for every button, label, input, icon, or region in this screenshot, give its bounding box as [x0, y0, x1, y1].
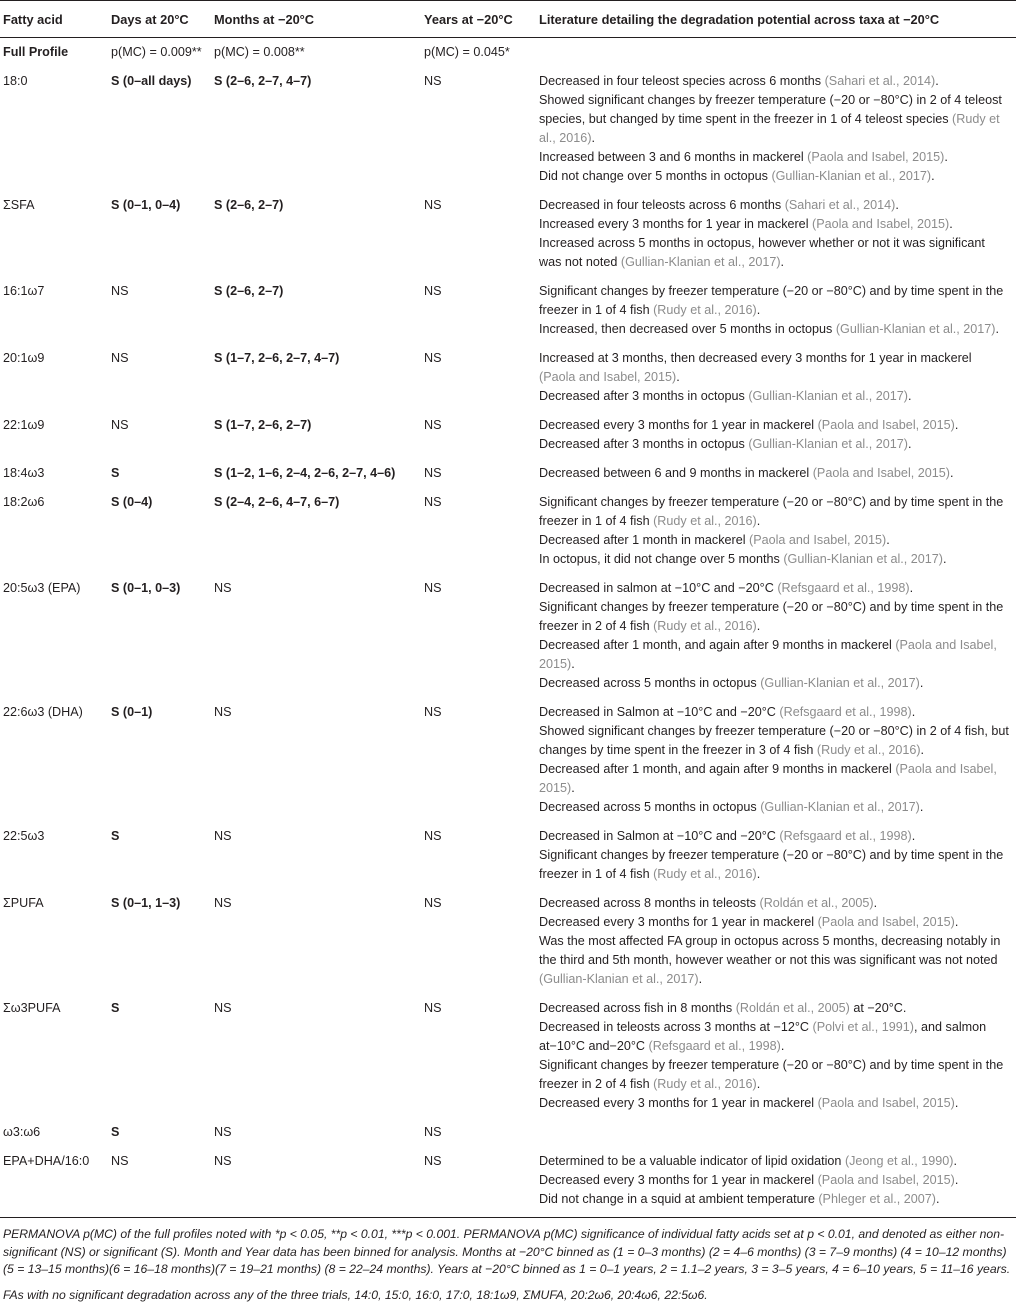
citation-link[interactable]: (Gullian-Klanian et al., 2017)	[760, 800, 920, 814]
literature-entry	[539, 196, 1010, 215]
cell-literature	[536, 822, 1016, 889]
table-row	[0, 411, 1016, 459]
literature-text: Decreased after 3 months in octopus	[539, 437, 748, 451]
table-row	[0, 698, 1016, 822]
literature-tail: .	[757, 867, 761, 881]
literature-text: Decreased in teleosts across 3 months at −12°C	[539, 1020, 813, 1034]
header-days: Days at 20°C	[108, 1, 211, 38]
literature-entry	[539, 550, 1010, 569]
citation-link[interactable]: (Rudy et al., 2016)	[653, 619, 757, 633]
cell-years: NS	[421, 488, 536, 574]
literature-entry	[539, 1190, 1010, 1209]
literature-text: Decreased in four teleosts across 6 months	[539, 198, 785, 212]
literature-tail: .	[935, 74, 939, 88]
literature-entry	[539, 894, 1010, 913]
literature-tail: .	[943, 552, 947, 566]
table-row	[0, 574, 1016, 698]
cell-months: S (2–6, 2–7, 4–7)	[211, 67, 421, 191]
literature-entry	[539, 798, 1010, 817]
cell-months: S (1–7, 2–6, 2–7, 4–7)	[211, 344, 421, 411]
cell-literature	[536, 277, 1016, 344]
literature-entry	[539, 1018, 1010, 1056]
literature-entry	[539, 932, 1010, 989]
literature-tail: .	[757, 619, 761, 633]
literature-tail: .	[571, 781, 575, 795]
cell-years: NS	[421, 277, 536, 344]
cell-days: S	[108, 994, 211, 1118]
citation-link[interactable]: (Paola and Isabel, 2015)	[818, 1096, 955, 1110]
cell-days: S (0–1)	[108, 698, 211, 822]
footnote-statistics: PERMANOVA p(MC) of the full profiles noted with *p < 0.05, **p < 0.01, ***p < 0.001. PERMANOVA p(MC) significance of individual fatty acids set at p < 0.01, and denoted as either non-significant (NS) or significant (S). Month and Year data has been binned for analysis. Months at −20°C binned as (1 = 0–3 months) (2 = 4–6 months) (3 = 7–9 months) (4 = 10–12 months) (5 = 13–15 months)(6 = 16–18 months)(7 = 19–21 months) (8 = 22–24 months). Years at −20°C binned as 1 = 0–1 years, 2 = 1.1–2 years, 3 = 3–5 years, 4 = 6–10 years, 5 = 11–16 years.	[3, 1226, 1013, 1279]
literature-text: Increased, then decreased over 5 months in octopus	[539, 322, 836, 336]
cell-years: NS	[421, 67, 536, 191]
literature-tail: .	[931, 169, 935, 183]
literature-tail: .	[936, 1192, 940, 1206]
citation-link[interactable]: (Paola and Isabel, 2015)	[818, 1173, 955, 1187]
cell-fatty-acid: Full Profile	[0, 38, 108, 68]
cell-months: NS	[211, 574, 421, 698]
literature-entry	[539, 674, 1010, 693]
literature-entry	[539, 531, 1010, 550]
citation-link[interactable]: (Paola and Isabel, 2015)	[539, 370, 676, 384]
cell-days: S (0–1, 0–4)	[108, 191, 211, 277]
cell-months: S (2–6, 2–7)	[211, 277, 421, 344]
citation-link[interactable]: (Paola and Isabel, 2015)	[818, 418, 955, 432]
literature-tail: .	[908, 389, 912, 403]
cell-literature	[536, 344, 1016, 411]
literature-tail: .	[895, 198, 899, 212]
cell-fatty-acid: 16:1ω7	[0, 277, 108, 344]
cell-years: NS	[421, 191, 536, 277]
citation-link[interactable]: (Rudy et al., 2016)	[817, 743, 921, 757]
literature-text: Decreased every 3 months for 1 year in mackerel	[539, 1173, 818, 1187]
literature-entry	[539, 722, 1010, 760]
literature-tail: .	[920, 800, 924, 814]
literature-tail: .	[757, 514, 761, 528]
literature-tail: .	[676, 370, 680, 384]
literature-entry	[539, 349, 1010, 387]
literature-entry	[539, 636, 1010, 674]
literature-entry	[539, 320, 1010, 339]
table-row	[0, 994, 1016, 1118]
literature-text: Decreased between 6 and 9 months in mackerel	[539, 466, 813, 480]
literature-text: Decreased across 5 months in octopus	[539, 676, 760, 690]
citation-link[interactable]: (Jeong et al., 1990)	[845, 1154, 954, 1168]
header-months: Months at −20°C	[211, 1, 421, 38]
citation-link[interactable]: (Rudy et al., 2016)	[653, 303, 757, 317]
cell-days: S (0–1, 1–3)	[108, 889, 211, 994]
citation-link[interactable]: (Paola and Isabel, 2015)	[539, 638, 997, 671]
literature-tail: .	[995, 322, 999, 336]
citation-link[interactable]: (Refsgaard et al., 1998)	[777, 581, 909, 595]
literature-tail: .	[950, 466, 954, 480]
cell-literature	[536, 1147, 1016, 1218]
citation-link[interactable]: (Paola and Isabel, 2015)	[818, 915, 955, 929]
literature-text: Decreased after 3 months in octopus	[539, 389, 748, 403]
cell-fatty-acid: ω3:ω6	[0, 1118, 108, 1147]
literature-tail: .	[955, 1096, 959, 1110]
literature-text: Decreased every 3 months for 1 year in mackerel	[539, 1096, 818, 1110]
literature-text: Decreased in Salmon at −10°C and −20°C	[539, 829, 779, 843]
literature-entry	[539, 999, 1010, 1018]
cell-days: NS	[108, 1147, 211, 1218]
cell-days: S	[108, 1118, 211, 1147]
citation-link[interactable]: (Refsgaard et al., 1998)	[779, 705, 911, 719]
literature-tail: .	[592, 131, 596, 145]
citation-link[interactable]: (Gullian-Klanian et al., 2017)	[760, 676, 920, 690]
cell-literature	[536, 994, 1016, 1118]
table-row	[0, 191, 1016, 277]
cell-months: NS	[211, 1147, 421, 1218]
cell-fatty-acid: ΣSFA	[0, 191, 108, 277]
cell-fatty-acid: 20:5ω3 (EPA)	[0, 574, 108, 698]
table-row	[0, 38, 1016, 68]
literature-tail: .	[910, 581, 914, 595]
literature-tail: .	[874, 896, 878, 910]
cell-literature	[536, 38, 1016, 68]
table-row	[0, 459, 1016, 488]
literature-entry	[539, 91, 1010, 148]
literature-text: Did not change over 5 months in octopus	[539, 169, 771, 183]
citation-link[interactable]: (Gullian-Klanian et al., 2017)	[771, 169, 931, 183]
citation-link[interactable]: (Paola and Isabel, 2015)	[807, 150, 944, 164]
citation-link[interactable]: (Rudy et al., 2016)	[539, 112, 1000, 145]
cell-months: S (1–2, 1–6, 2–4, 2–6, 2–7, 4–6)	[211, 459, 421, 488]
literature-entry	[539, 846, 1010, 884]
cell-years: NS	[421, 1147, 536, 1218]
literature-tail: .	[921, 743, 925, 757]
citation-link[interactable]: (Paola and Isabel, 2015)	[812, 217, 949, 231]
citation-link[interactable]: (Roldán et al., 2005)	[760, 896, 874, 910]
table-row	[0, 1118, 1016, 1147]
literature-text: Decreased in salmon at −10°C and −20°C	[539, 581, 777, 595]
literature-entry	[539, 827, 1010, 846]
cell-days: p(MC) = 0.009**	[108, 38, 211, 68]
literature-text: Significant changes by freezer temperature (−20 or −80°C) and by time spent in the freezer in 2 of 4 fish	[539, 1058, 1003, 1091]
literature-entry	[539, 1094, 1010, 1113]
literature-tail: .	[757, 303, 761, 317]
citation-link[interactable]: (Paola and Isabel, 2015)	[749, 533, 886, 547]
cell-years: NS	[421, 1118, 536, 1147]
literature-entry	[539, 387, 1010, 406]
citation-link[interactable]: (Sahari et al., 2014)	[825, 74, 936, 88]
citation-link[interactable]: (Refsgaard et al., 1998)	[779, 829, 911, 843]
literature-entry	[539, 72, 1010, 91]
header-literature: Literature detailing the degradation potential across taxa at −20°C	[536, 1, 1016, 38]
table-row	[0, 1147, 1016, 1218]
literature-text: Decreased every 3 months for 1 year in mackerel	[539, 418, 818, 432]
cell-literature	[536, 889, 1016, 994]
cell-literature	[536, 459, 1016, 488]
table-notes	[0, 1218, 1016, 1304]
literature-entry	[539, 913, 1010, 932]
citation-link[interactable]: (Refsgaard et al., 1998)	[649, 1039, 781, 1053]
cell-years: NS	[421, 344, 536, 411]
literature-text: Determined to be a valuable indicator of lipid oxidation	[539, 1154, 845, 1168]
literature-entry	[539, 760, 1010, 798]
cell-literature	[536, 698, 1016, 822]
citation-link[interactable]: (Phleger et al., 2007)	[818, 1192, 936, 1206]
citation-link[interactable]: (Gullian-Klanian et al., 2017)	[621, 255, 781, 269]
literature-tail: .	[912, 705, 916, 719]
table-row	[0, 889, 1016, 994]
literature-entry	[539, 598, 1010, 636]
literature-entry	[539, 435, 1010, 454]
literature-text: Decreased across fish in 8 months	[539, 1001, 736, 1015]
cell-fatty-acid: 22:6ω3 (DHA)	[0, 698, 108, 822]
literature-text: Decreased in four teleost species across 6 months	[539, 74, 825, 88]
literature-tail: .	[699, 972, 703, 986]
literature-entry	[539, 167, 1010, 186]
literature-tail: .	[955, 915, 959, 929]
citation-link[interactable]: (Paola and Isabel, 2015)	[539, 762, 997, 795]
header-years: Years at −20°C	[421, 1, 536, 38]
cell-fatty-acid: EPA+DHA/16:0	[0, 1147, 108, 1218]
table-row	[0, 277, 1016, 344]
literature-text: Significant changes by freezer temperature (−20 or −80°C) and by time spent in the freezer in 2 of 4 fish	[539, 600, 1003, 633]
cell-years: NS	[421, 994, 536, 1118]
header-fatty-acid: Fatty acid	[0, 1, 108, 38]
literature-text: Showed significant changes by freezer temperature (−20 or −80°C) in 2 of 4 fish, but changes by time spent in the freezer in 3 of 4 fish	[539, 724, 1009, 757]
cell-fatty-acid: 18:0	[0, 67, 108, 191]
literature-tail: .	[953, 1154, 957, 1168]
table-row	[0, 488, 1016, 574]
literature-text: Decreased after 1 month, and again after 9 months in mackerel	[539, 762, 895, 776]
literature-entry	[539, 148, 1010, 167]
table-row	[0, 822, 1016, 889]
citation-link[interactable]: (Gullian-Klanian et al., 2017)	[783, 552, 943, 566]
literature-tail: .	[757, 1077, 761, 1091]
literature-text: Increased at 3 months, then decreased every 3 months for 1 year in mackerel	[539, 351, 972, 365]
cell-fatty-acid: ΣPUFA	[0, 889, 108, 994]
literature-tail: .	[944, 150, 948, 164]
cell-days: S (0–1, 0–3)	[108, 574, 211, 698]
cell-literature	[536, 574, 1016, 698]
literature-text: Did not change in a squid at ambient temperature	[539, 1192, 818, 1206]
table-body	[0, 38, 1016, 1218]
literature-entry	[539, 1056, 1010, 1094]
cell-months: S (1–7, 2–6, 2–7)	[211, 411, 421, 459]
literature-text: Showed significant changes by freezer temperature (−20 or −80°C) in 2 of 4 teleost species, but changed by time spent in the freezer in 1 of 4 teleost species	[539, 93, 1002, 126]
citation-link[interactable]: (Gullian-Klanian et al., 2017)	[539, 972, 699, 986]
literature-entry	[539, 1171, 1010, 1190]
cell-years: NS	[421, 411, 536, 459]
literature-tail: .	[955, 1173, 959, 1187]
cell-fatty-acid: 20:1ω9	[0, 344, 108, 411]
cell-months: p(MC) = 0.008**	[211, 38, 421, 68]
literature-entry	[539, 1152, 1010, 1171]
citation-link[interactable]: (Paola and Isabel, 2015)	[813, 466, 950, 480]
table-header	[0, 1, 1016, 38]
literature-tail: .	[949, 217, 953, 231]
cell-literature	[536, 1118, 1016, 1147]
table-row	[0, 67, 1016, 191]
cell-days: S	[108, 459, 211, 488]
citation-link[interactable]: (Rudy et al., 2016)	[653, 514, 757, 528]
cell-years: NS	[421, 698, 536, 822]
cell-literature	[536, 488, 1016, 574]
literature-text: Significant changes by freezer temperature (−20 or −80°C) and by time spent in the freezer in 1 of 4 fish	[539, 495, 1003, 528]
table-row	[0, 344, 1016, 411]
literature-entry	[539, 579, 1010, 598]
literature-tail: , and salmon at−10°C and−20°C	[539, 1020, 986, 1053]
cell-months: S (2–6, 2–7)	[211, 191, 421, 277]
cell-days: NS	[108, 411, 211, 459]
literature-entry	[539, 416, 1010, 435]
cell-years: NS	[421, 574, 536, 698]
literature-text: Decreased after 1 month in mackerel	[539, 533, 749, 547]
cell-fatty-acid: 22:5ω3	[0, 822, 108, 889]
literature-entry	[539, 703, 1010, 722]
literature-entry	[539, 215, 1010, 234]
literature-text: Significant changes by freezer temperature (−20 or −80°C) and by time spent in the freezer in 1 of 4 fish	[539, 848, 1003, 881]
literature-tail: .	[955, 418, 959, 432]
literature-entry	[539, 464, 1010, 483]
citation-link[interactable]: (Sahari et al., 2014)	[785, 198, 896, 212]
literature-tail: .	[920, 676, 924, 690]
cell-days: S	[108, 822, 211, 889]
literature-tail: .	[781, 1039, 785, 1053]
citation-link[interactable]: (Gullian-Klanian et al., 2017)	[748, 437, 908, 451]
literature-entry	[539, 234, 1010, 272]
citation-link[interactable]: (Roldán et al., 2005)	[736, 1001, 850, 1015]
cell-literature	[536, 191, 1016, 277]
footnote-no-degradation: FAs with no significant degradation across any of the three trials, 14:0, 15:0, 16:0, 17:0, 18:1ω9, ΣMUFA, 20:2ω6, 20:4ω6, 22:5ω6.	[3, 1287, 1013, 1304]
literature-tail: at −20°C.	[850, 1001, 907, 1015]
literature-text: Was the most affected FA group in octopus across 5 months, decreasing notably in the third and 5th month, however weather or not this was significant was not noted	[539, 934, 1000, 967]
citation-link[interactable]: (Gullian-Klanian et al., 2017)	[748, 389, 908, 403]
cell-fatty-acid: Σω3PUFA	[0, 994, 108, 1118]
cell-days: NS	[108, 344, 211, 411]
cell-years: NS	[421, 459, 536, 488]
cell-years: NS	[421, 822, 536, 889]
cell-months: NS	[211, 822, 421, 889]
literature-text: Decreased after 1 month, and again after 9 months in mackerel	[539, 638, 895, 652]
cell-fatty-acid: 18:4ω3	[0, 459, 108, 488]
literature-text: Decreased across 8 months in teleosts	[539, 896, 760, 910]
cell-days: NS	[108, 277, 211, 344]
cell-months: NS	[211, 698, 421, 822]
literature-tail: .	[908, 437, 912, 451]
cell-literature	[536, 411, 1016, 459]
literature-text: Decreased across 5 months in octopus	[539, 800, 760, 814]
cell-months: NS	[211, 889, 421, 994]
cell-months: S (2–4, 2–6, 4–7, 6–7)	[211, 488, 421, 574]
literature-text: Significant changes by freezer temperature (−20 or −80°C) and by time spent in the freezer in 1 of 4 fish	[539, 284, 1003, 317]
literature-text: Decreased in Salmon at −10°C and −20°C	[539, 705, 779, 719]
cell-months: NS	[211, 994, 421, 1118]
cell-days: S (0–4)	[108, 488, 211, 574]
literature-text: In octopus, it did not change over 5 months	[539, 552, 783, 566]
cell-literature	[536, 67, 1016, 191]
cell-years: NS	[421, 889, 536, 994]
cell-years: p(MC) = 0.045*	[421, 38, 536, 68]
citation-link[interactable]: (Rudy et al., 2016)	[653, 867, 757, 881]
literature-text: Decreased every 3 months for 1 year in mackerel	[539, 915, 818, 929]
cell-days: S (0–all days)	[108, 67, 211, 191]
cell-fatty-acid: 18:2ω6	[0, 488, 108, 574]
citation-link[interactable]: (Rudy et al., 2016)	[653, 1077, 757, 1091]
literature-entry	[539, 493, 1010, 531]
citation-link[interactable]: (Gullian-Klanian et al., 2017)	[836, 322, 996, 336]
literature-entry	[539, 282, 1010, 320]
literature-tail: .	[912, 829, 916, 843]
citation-link[interactable]: (Polvi et al., 1991)	[813, 1020, 915, 1034]
literature-text: Increased across 5 months in octopus, however whether or not it was significant was not noted	[539, 236, 985, 269]
literature-text: Increased between 3 and 6 months in mackerel	[539, 150, 807, 164]
cell-months: NS	[211, 1118, 421, 1147]
literature-tail: .	[886, 533, 890, 547]
literature-text: Increased every 3 months for 1 year in mackerel	[539, 217, 812, 231]
cell-fatty-acid: 22:1ω9	[0, 411, 108, 459]
literature-tail: .	[571, 657, 575, 671]
literature-tail: .	[781, 255, 785, 269]
